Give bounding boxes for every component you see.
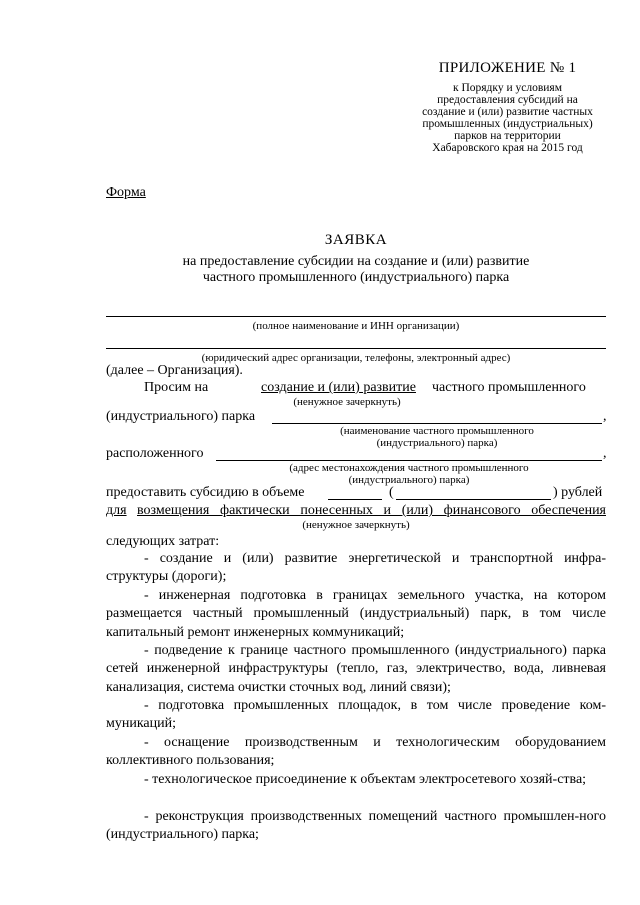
document-title: ЗАЯВКА bbox=[324, 232, 388, 248]
cost-item: - оснащение производственным и технологическим оборудованием коллективного пользования; bbox=[106, 735, 606, 769]
form-label: Форма bbox=[106, 185, 146, 200]
document-subtitle bbox=[106, 254, 606, 286]
cost-item: - подготовка промышленных площадок, в том числе проведение ком-муникаций; bbox=[106, 698, 606, 732]
request-start: Просим на bbox=[144, 380, 209, 395]
comma: , bbox=[603, 446, 607, 461]
purpose-for: для bbox=[106, 503, 127, 518]
comma: , bbox=[603, 409, 607, 424]
note-line: (наименование частного промышленного bbox=[340, 425, 534, 437]
cost-item: - подведение к границе частного промышленного (индустриального) парка сетей инженерной инфраструктуры (тепло, газ, электричество, вода, ливневая канализация, система очистки сточных вод, линий связи); bbox=[106, 643, 606, 695]
cost-item: - технологическое присоединение к объектам электросетевого хозяй-ства; bbox=[144, 772, 587, 787]
park-name-line[interactable] bbox=[272, 423, 602, 424]
note-line: (адрес местонахождения частного промышленного bbox=[289, 462, 529, 474]
cost-item: - создание и (или) развитие энергетической и транспортной инфра-структуры (дороги); bbox=[106, 551, 606, 585]
org-name-line[interactable] bbox=[106, 316, 606, 317]
request-end: частного промышленного bbox=[432, 380, 586, 395]
org-address-line[interactable] bbox=[106, 348, 606, 349]
park-label: (индустриального) парка bbox=[106, 409, 256, 424]
subsidy-amount-line[interactable] bbox=[328, 499, 382, 500]
strike-note: (ненужное зачеркнуть) bbox=[293, 396, 401, 408]
subtitle-line: на предоставление субсидии на создание и (или) развитие bbox=[182, 254, 530, 269]
annex-line: Хабаровского края на 2015 год bbox=[432, 142, 583, 154]
annex-line: промышленных (индустриальных) bbox=[422, 118, 593, 130]
annex-line: к Порядку и условиям bbox=[453, 82, 562, 94]
org-name-note: (полное наименование и ИНН организации) bbox=[252, 320, 460, 332]
annex-subtitle bbox=[390, 82, 625, 154]
subsidy-currency: ) рублей bbox=[553, 485, 603, 500]
location-line[interactable] bbox=[216, 460, 602, 461]
note-line: (индустриального) парка) bbox=[348, 474, 470, 486]
annex-line: парков на территории bbox=[454, 130, 561, 142]
paren-open: ( bbox=[389, 485, 394, 500]
costs-intro: следующих затрат: bbox=[106, 534, 220, 549]
located-label: расположенного bbox=[106, 446, 204, 461]
location-note bbox=[216, 462, 602, 486]
annex-title: ПРИЛОЖЕНИЕ № 1 bbox=[438, 60, 577, 76]
subsidy-amount-words-line[interactable] bbox=[396, 499, 551, 500]
subtitle-line: частного промышленного (индустриального) парка bbox=[202, 270, 510, 285]
org-address-note: (юридический адрес организации, телефоны, электронный адрес) bbox=[201, 352, 511, 364]
park-name-note bbox=[272, 425, 602, 449]
purpose-note: (ненужное зачеркнуть) bbox=[302, 519, 410, 531]
cost-item: - инженерная подготовка в границах земельного участка, на котором размещается частный промышленный (индустриальный) парк, в том числе капитальный ремонт инженерных коммуникаций; bbox=[106, 588, 606, 640]
annex-line: предоставления субсидий на bbox=[437, 94, 578, 106]
annex-line: создание и (или) развитие частных bbox=[422, 106, 593, 118]
note-line: (индустриального) парка) bbox=[376, 437, 498, 449]
purpose-options: возмещения фактически понесенных и (или) финансового обеспечения bbox=[137, 503, 606, 518]
hereinafter-text: (далее – Организация). bbox=[106, 363, 243, 378]
cost-item: - реконструкция производственных помещений частного промышлен-ного (индустриального) парка; bbox=[106, 809, 606, 843]
request-strike-option: создание и (или) развитие bbox=[261, 380, 416, 395]
subsidy-text: предоставить субсидию в объеме bbox=[106, 485, 305, 500]
